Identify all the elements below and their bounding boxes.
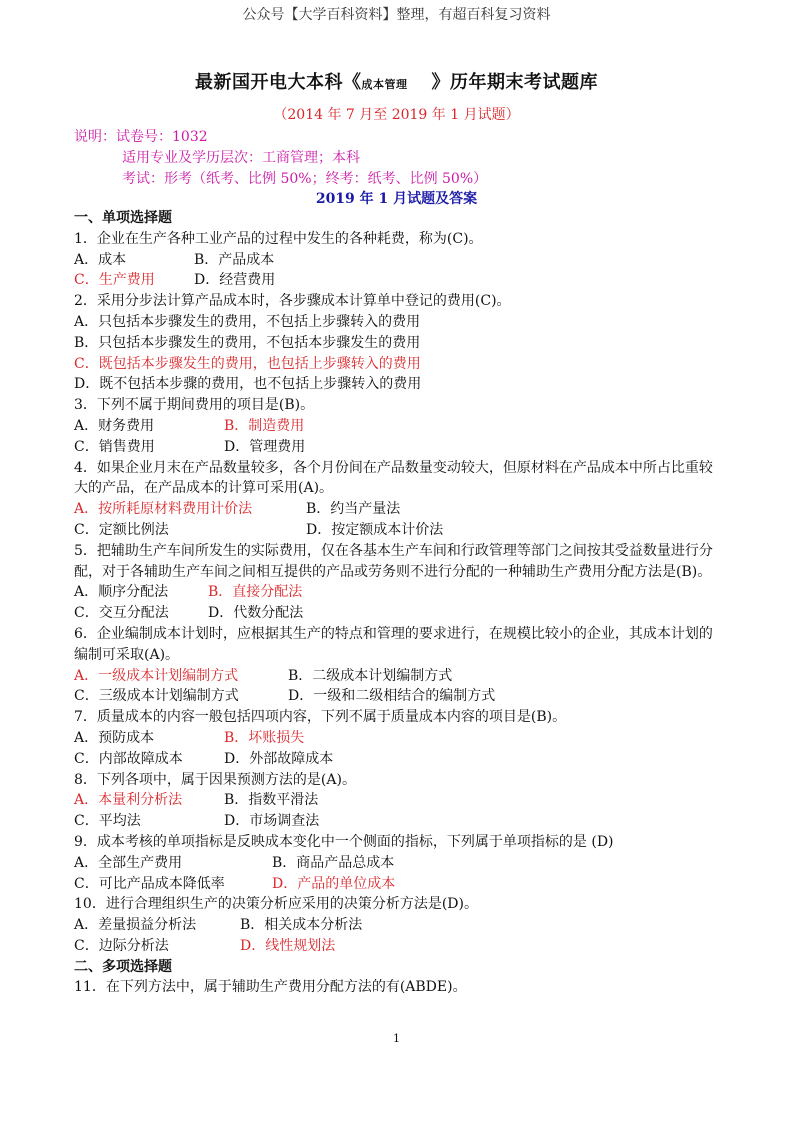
option-row [74,603,724,624]
option-c: C．三级成本计划编制方式 [74,688,239,705]
option-a: A．预防成本 [74,729,155,746]
option-row [74,790,724,811]
note-exam: 考试：形考（纸考、比例 50%；终考：纸考、比例 50%） [122,171,488,187]
option-d: D．经营费用 [194,272,276,289]
option-d-answer: D．线性规划法 [240,937,336,954]
option-row [74,520,724,541]
watermark-header: 公众号【大学百科资料】整理，有超百科复习资料 [242,7,551,23]
option-row [74,936,724,957]
option-b: B．产品成本 [194,251,275,268]
option-d: D．管理费用 [224,438,306,455]
option-c: C．边际分析法 [74,937,169,954]
option-c: C．销售费用 [74,438,155,455]
question-stem: 1．企业在生产各种工业产品的过程中发生的各种耗费，称为(C)。 [74,230,483,247]
option-a: A．差量损益分析法 [74,917,197,934]
question-stem: 5．把辅助生产车间所发生的实际费用，仅在各基本生产车间和行政管理等部门之间按其受益数量进行分配，对于各辅助生产车间之间相互提供的产品或劳务则不进行分配的一种辅助生产费用分配方法是(B)。 [74,542,713,580]
option-d: D．一级和二级相结合的编制方式 [288,688,496,705]
option-a: A．顺序分配法 [74,584,169,601]
option-a: A．财务费用 [74,417,155,434]
option-a-answer: A．按所耗原材料费用计价法 [74,501,253,518]
option-row [74,686,724,707]
document-title [0,68,793,94]
option-row [74,499,724,520]
option-row [74,250,724,271]
option-b: B．商品产品总成本 [272,854,395,871]
section-heading-multiple-choice: 二、多项选择题 [74,958,172,975]
option-row [74,437,724,458]
question-content [74,208,724,998]
year-heading: 2019 年 1 月试题及答案 [315,191,478,207]
option-c: C．交互分配法 [74,605,169,622]
question-stem: 11．在下列方法中，属于辅助生产费用分配方法的有(ABDE)。 [74,979,467,996]
option-c-answer: C．既包括本步骤发生的费用，也包括上步骤转入的费用 [74,355,421,372]
question-stem: 6．企业编制成本计划时，应根据其生产的特点和管理的要求进行，在规模比较小的企业，其成本计划的编制可采取(A)。 [74,625,713,663]
option-d: D．按定额成本计价法 [306,521,444,538]
option-row [74,582,724,603]
question-stem: 10．进行合理组织生产的决策分析应采用的决策分析方法是(D)。 [74,896,478,913]
option-row [74,874,724,895]
option-d-answer: D．产品的单位成本 [272,875,396,892]
option-row [74,270,724,291]
title-suffix: 》历年期末考试题库 [431,72,598,93]
option-c: C．定额比例法 [74,521,169,538]
option-a-answer: A．本量利分析法 [74,792,183,809]
note-paper-no: 说明：试卷号：1032 [74,129,208,145]
option-row [74,416,724,437]
title-course: 成本管理 [361,78,408,91]
question-stem: 8．下列各项中，属于因果预测方法的是(A)。 [74,771,356,788]
option-a: A．只包括本步骤发生的费用，不包括上步骤转入的费用 [74,313,421,330]
option-b: B．约当产量法 [306,501,401,518]
question-stem: 2．采用分步法计算产品成本时，各步骤成本计算单中登记的费用(C)。 [74,293,511,310]
option-c: C．可比产品成本降低率 [74,875,225,892]
option-row [74,853,724,874]
option-a: A．成本 [74,251,127,268]
option-b-answer: B．坏账损失 [224,729,305,746]
question-stem: 7．质量成本的内容一般包括四项内容，下列不属于质量成本内容的项目是(B)。 [74,709,567,726]
page-number: 1 [393,1032,400,1045]
title-prefix: 最新国开电大本科《 [195,72,362,93]
option-c: C．内部故障成本 [74,750,183,767]
option-b: B．相关成本分析法 [240,917,363,934]
option-d: D．既不包括本步骤的费用，也不包括上步骤转入的费用 [74,376,422,393]
date-range: （2014 年 7 月至 2019 年 1 月试题） [273,107,520,123]
option-c-answer: C．生产费用 [74,272,155,289]
option-row [74,915,724,936]
option-d: D．市场调查法 [224,813,320,830]
section-heading-single-choice: 一、单项选择题 [74,210,172,226]
option-row [74,666,724,687]
option-d: D．外部故障成本 [224,750,334,767]
option-a-answer: A．一级成本计划编制方式 [74,667,239,684]
note-major: 适用专业及学历层次：工商管理；本科 [122,150,360,166]
option-b: B．只包括本步骤发生的费用，不包括本步骤发生的费用 [74,334,421,351]
option-b: B．指数平滑法 [224,792,319,809]
option-c: C．平均法 [74,813,141,830]
option-row [74,749,724,770]
option-b-answer: B．直接分配法 [208,584,303,601]
option-a: A．全部生产费用 [74,854,183,871]
option-row [74,811,724,832]
option-b-answer: B．制造费用 [224,417,305,434]
option-b: B．二级成本计划编制方式 [288,667,453,684]
question-stem: 4．如果企业月末在产品数量较多，各个月份间在产品数量变动较大，但原材料在产品成本中所占比重较大的产品，在产品成本的计算可采用(A)。 [74,459,713,497]
question-stem: 3．下列不属于期间费用的项目是(B)。 [74,397,315,414]
option-row [74,728,724,749]
option-d: D．代数分配法 [208,605,304,622]
question-stem: 9．成本考核的单项指标是反映成本变化中一个侧面的指标，下列属于单项指标的是 (D) [74,833,614,850]
